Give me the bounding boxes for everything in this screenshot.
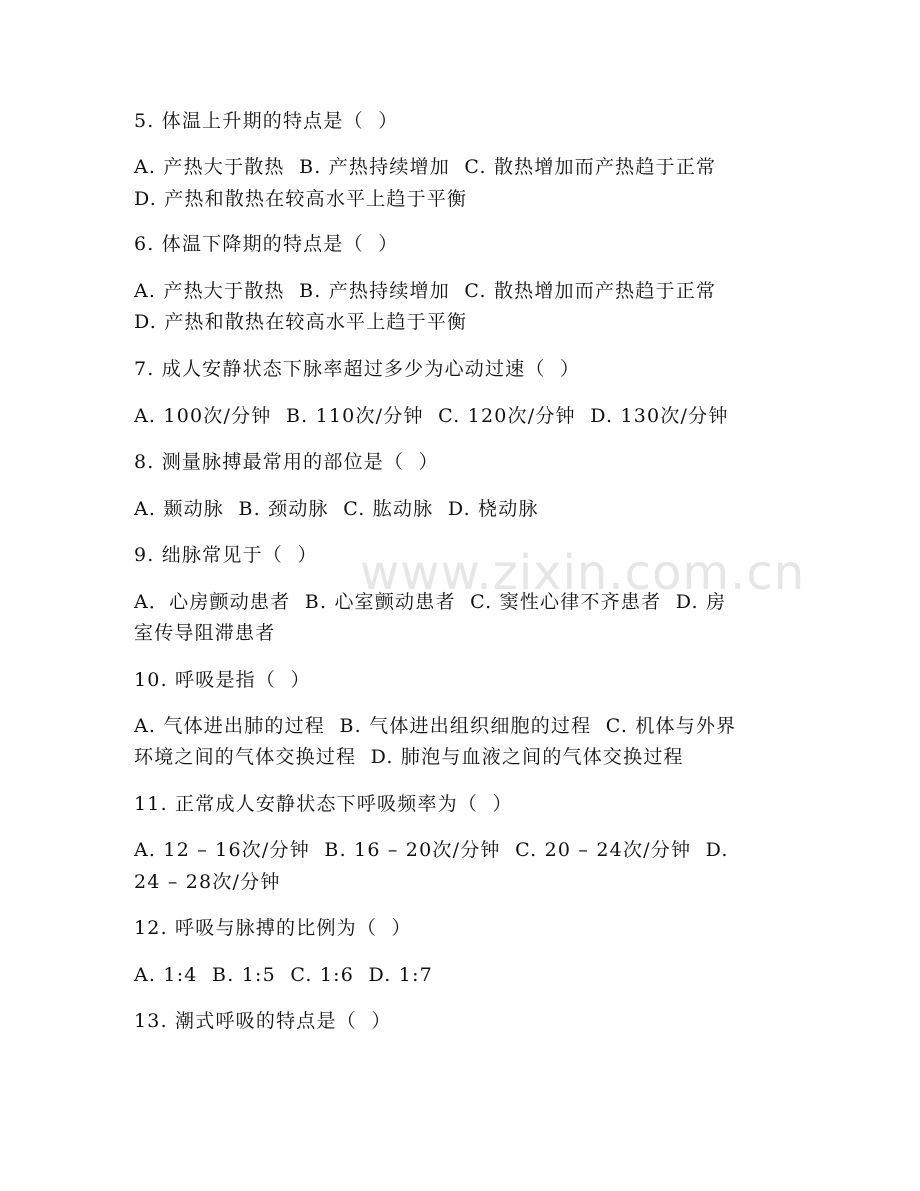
question-9-stem: 9. 绌脉常见于（ ） [134,544,318,566]
question-9-options-line-2: 室传导阻滞患者 [134,622,276,644]
question-6-options-line-1: A. 产热大于散热 B. 产热持续增加 C. 散热增加而产热趋于正常 [134,280,717,302]
question-11-options-line-1: A. 12 – 16次/分钟 B. 16 – 20次/分钟 C. 20 – 24次/分钟 D. [134,839,729,861]
question-12-stem: 12. 呼吸与脉搏的比例为（ ） [134,917,412,939]
question-11-options-line-2: 24 – 28次/分钟 [134,871,281,893]
question-13-stem: 13. 潮式呼吸的特点是（ ） [134,1010,392,1032]
question-10-options-line-1: A. 气体进出肺的过程 B. 气体进出组织细胞的过程 C. 机体与外界 [134,715,737,737]
question-8-options: A. 颞动脉 B. 颈动脉 C. 肱动脉 D. 桡动脉 [134,498,539,520]
question-12-options: A. 1:4 B. 1:5 C. 1:6 D. 1:7 [134,964,433,986]
question-6-stem: 6. 体温下降期的特点是（ ） [134,233,399,255]
question-5-options-line-1: A. 产热大于散热 B. 产热持续增加 C. 散热增加而产热趋于正常 [134,156,717,178]
question-7-options: A. 100次/分钟 B. 110次/分钟 C. 120次/分钟 D. 130次/分钟 [134,405,729,427]
question-10-stem: 10. 呼吸是指（ ） [134,669,311,691]
question-6-options-line-2: D. 产热和散热在较高水平上趋于平衡 [134,311,468,333]
watermark: www.zixin.com.cn [360,545,806,601]
question-11-stem: 11. 正常成人安静状态下呼吸频率为（ ） [134,793,513,815]
question-9-options-line-1: A．心房颤动患者 B. 心室颤动患者 C. 窦性心律不齐患者 D. 房 [134,591,727,613]
question-10-options-line-2: 环境之间的气体交换过程 D. 肺泡与血液之间的气体交换过程 [134,746,684,768]
question-5-stem: 5. 体温上升期的特点是（ ） [134,110,399,132]
question-7-stem: 7. 成人安静状态下脉率超过多少为心动过速（ ） [134,358,581,380]
question-5-options-line-2: D. 产热和散热在较高水平上趋于平衡 [134,188,468,210]
question-8-stem: 8. 测量脉搏最常用的部位是（ ） [134,451,439,473]
